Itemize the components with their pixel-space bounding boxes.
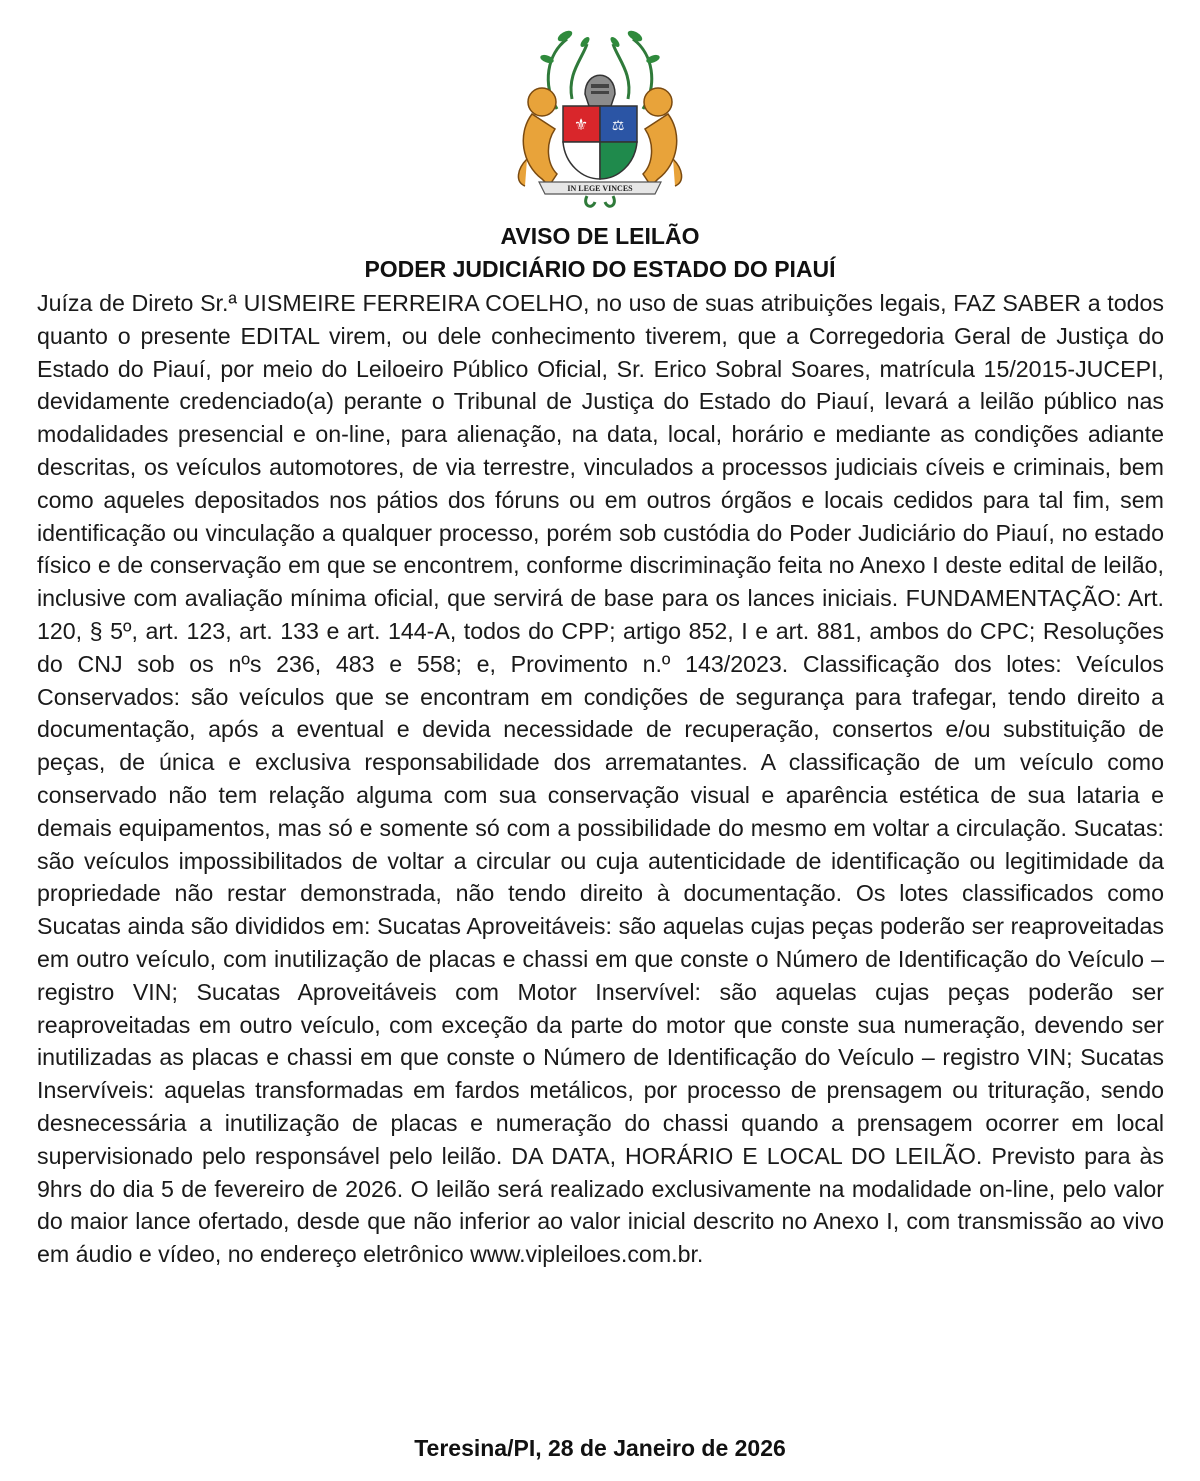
place-date: Teresina/PI, 28 de Janeiro de 2026 [414,1435,786,1461]
shield-icon [563,106,637,179]
motto-text: IN LEGE VINCES [567,184,633,193]
coat-of-arms-logo [487,14,713,214]
notice-title: AVISO DE LEILÃO [500,223,700,249]
right-lion-icon [643,88,682,186]
left-lion-icon [518,88,557,186]
svg-text:⚜: ⚜ [573,117,589,134]
notice-body: Juíza de Direto Sr.ª UISMEIRE FERREIRA COELHO, no uso de suas atribuições legais, FAZ SABER a todos quanto o presente EDITAL virem, ou dele conhecimento tiverem, que a Corregedoria Geral de Justiça do Estado do Piauí, por meio do Leiloeiro Público Oficial, Sr. Erico Sobral Soares, matrícula 15/2015-JUCEPI, devidamente credenciado(a) perante o Tribunal de Justiça do Estado do Piauí, levará a leilão público nas modalidades presencial e on-line, para alienação, na data, local, horário e mediante as condições adiante descritas, os veículos automotores, de via terrestre, vinculados a processos judiciais cíveis e criminais, bem como aqueles depositados nos pátios dos fóruns ou em outros órgãos e locais cedidos para tal fim, sem identificação ou vinculação a qualquer processo, porém sob custódia do Poder Judiciário do Piauí, no estado físico e de conservação em que se encontrem, conforme discriminação feita no Anexo I deste edital de leilão, inclusive com avaliação mínima oficial, que servirá de base para os lances iniciais. FUNDAMENTAÇÃO: Art. 120, § 5º, art. 123, art. 133 e art. 144-A, todos do CPP; artigo 852, I e art. 881, ambos do CPC; Resoluções do CNJ sob os nºs 236, 483 e 558; e, Provimento n.º 143/2023. Classificação dos lotes: Veículos Conservados: são veículos que se encontram em condições de segurança para trafegar, tendo direito a documentação, após a eventual e devida necessidade de recuperação, consertos e/ou substituição de peças, de única e exclusiva responsabilidade dos arrematantes. A classificação de um veículo como conservado não tem relação alguma com sua conservação visual e aparência estética de sua lataria e demais equipamentos, mas só e somente só com a possibilidade do mesmo em voltar a circulação. Sucatas: são veículos impossibilitados de voltar a circular ou cuja autenticidade de identificação ou legitimidade da propriedade não restar demonstrada, não tendo direito à documentação. Os lotes classificados como Sucatas ainda são divididos em: Sucatas Aproveitáveis: são aquelas cujas peças poderão ser reaproveitadas em outro veículo, com inutilização de placas e chassi em que conste o Número de Identificação do Veículo – registro VIN; Sucatas Aproveitáveis com Motor Inservível: são aquelas cujas peças poderão ser reaproveitadas em outro veículo, com exceção da parte do motor que conste sua numeração, devendo ser inutilizadas as placas e chassi em que conste o Número de Identificação do Veículo – registro VIN; Sucatas Inservíveis: aquelas transformadas em fardos metálicos, por processo de prensagem ou trituração, sendo desnecessária a inutilização de placas e numeração do chassi quando a prensagem ocorrer em local supervisionado pelo responsável pelo leilão. DA DATA, HORÁRIO E LOCAL DO LEILÃO. Previsto para às 9hrs do dia 5 de fevereiro de 2026. O leilão será realizado exclusivamente na modalidade on-line, pelo valor do maior lance ofertado, desde que não inferior ao valor inicial descrito no Anexo I, com transmissão ao vivo em áudio e vídeo, no endereço eletrônico www.vipleiloes.com.br. [37,290,1164,1268]
notice-subtitle: PODER JUDICIÁRIO DO ESTADO DO PIAUÍ [364,256,836,282]
helmet-icon [585,75,615,106]
svg-text:⚖: ⚖ [611,117,625,133]
motto-ribbon [539,182,661,194]
